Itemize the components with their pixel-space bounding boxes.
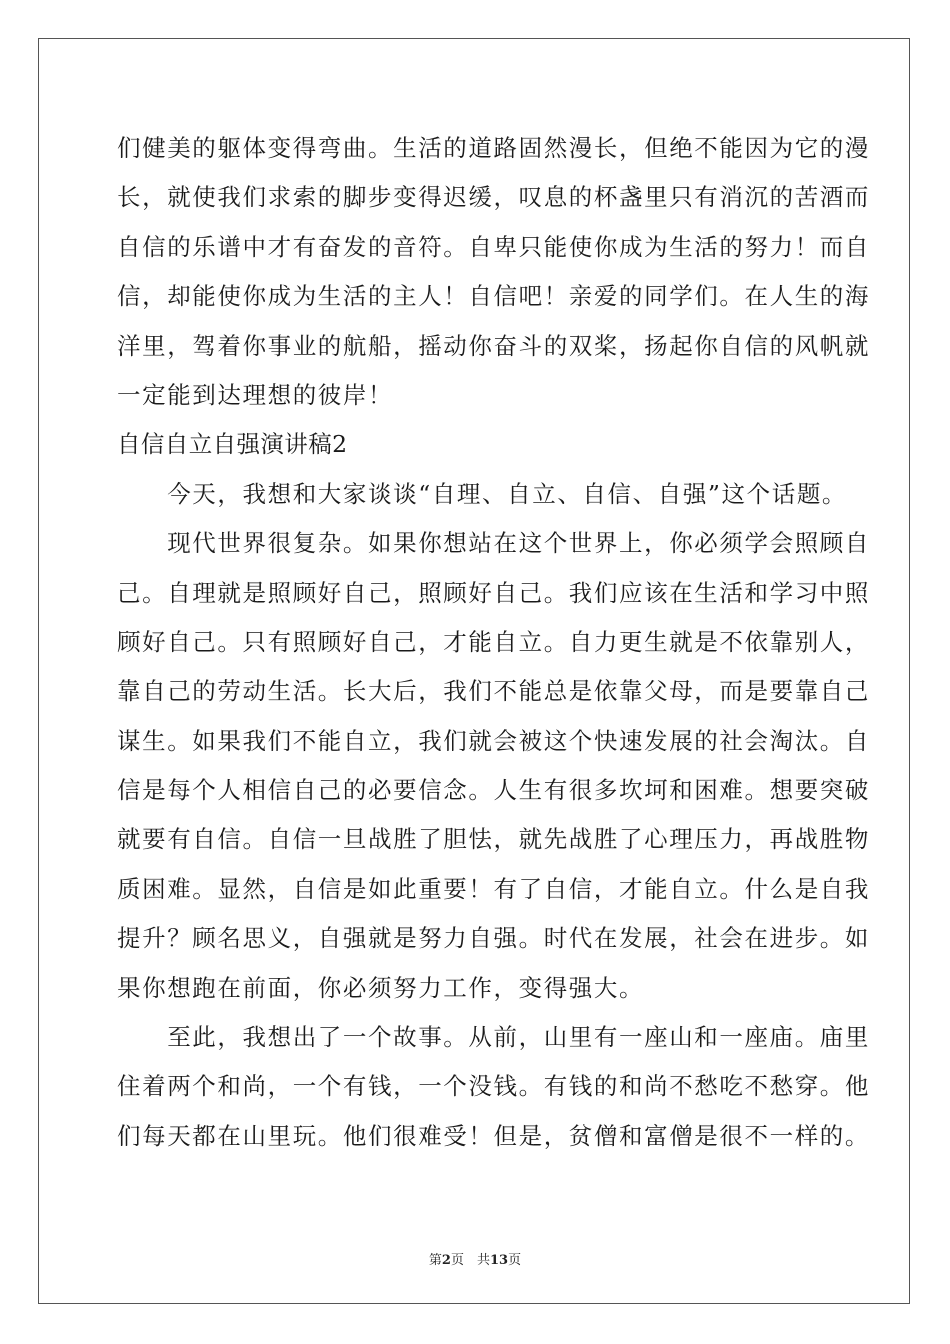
document-body xyxy=(117,124,870,1161)
page-suffix: 页 xyxy=(508,1253,522,1268)
text-line: 现代世界很复杂。如果你想站在这个世界上，你必须学会照顾自 xyxy=(117,529,870,558)
page-total: 13 xyxy=(489,1253,509,1268)
text-line: 自信的乐谱中才有奋发的音符。自卑只能使你成为生活的努力！而自 xyxy=(117,232,870,261)
page-prefix: 第 xyxy=(428,1253,442,1268)
text-line: 信是每个人相信自己的必要信念。人生有很多坎坷和困难。想要突破 xyxy=(117,776,870,805)
text-line: 顾好自己。只有照顾好自己，才能自立。自力更生就是不依靠别人， xyxy=(117,627,870,656)
page-current: 2 xyxy=(441,1253,451,1268)
text-line: 长，就使我们求索的脚步变得迟缓，叹息的杯盏里只有消沉的苦酒而 xyxy=(117,183,870,212)
text-line: 就要有自信。自信一旦战胜了胆怯，就先战胜了心理压力，再战胜物 xyxy=(117,825,870,854)
text-line: 们每天都在山里玩。他们很难受！但是，贫僧和富僧是很不一样的。 xyxy=(117,1121,870,1150)
text-line: 靠自己的劳动生活。长大后，我们不能总是依靠父母，而是要靠自己 xyxy=(117,677,870,706)
text-line: 至此，我想出了一个故事。从前，山里有一座山和一座庙。庙里 xyxy=(117,1023,870,1052)
text-line: 果你想跑在前面，你必须努力工作，变得强大。 xyxy=(117,973,645,1002)
text-line: 提升？顾名思义，自强就是努力自强。时代在发展，社会在进步。如 xyxy=(117,924,870,953)
page-mid: 页 共 xyxy=(450,1253,490,1268)
text-line: 住着两个和尚，一个有钱，一个没钱。有钱的和尚不愁吃不愁穿。他 xyxy=(117,1072,870,1101)
text-line: 们健美的躯体变得弯曲。生活的道路固然漫长，但绝不能因为它的漫 xyxy=(117,134,870,162)
text-line: 己。自理就是照顾好自己，照顾好自己。我们应该在生活和学习中照 xyxy=(117,578,870,607)
text-line: 今天，我想和大家谈谈“自理、自立、自信、自强”这个话题。 xyxy=(117,479,848,508)
text-line: 质困难。显然，自信是如此重要！有了自信，才能自立。什么是自我 xyxy=(117,874,870,903)
page-footer xyxy=(0,1249,950,1268)
section-heading: 自信自立自强演讲稿2 xyxy=(117,430,348,459)
text-line: 一定能到达理想的彼岸！ xyxy=(117,380,394,409)
text-line: 信，却能使你成为生活的主人！自信吧！亲爱的同学们。在人生的海 xyxy=(117,282,870,311)
text-line: 洋里，驾着你事业的航船，摇动你奋斗的双桨，扬起你自信的风帆就 xyxy=(117,331,870,360)
text-line: 谋生。如果我们不能自立，我们就会被这个快速发展的社会淘汰。自 xyxy=(117,726,870,755)
